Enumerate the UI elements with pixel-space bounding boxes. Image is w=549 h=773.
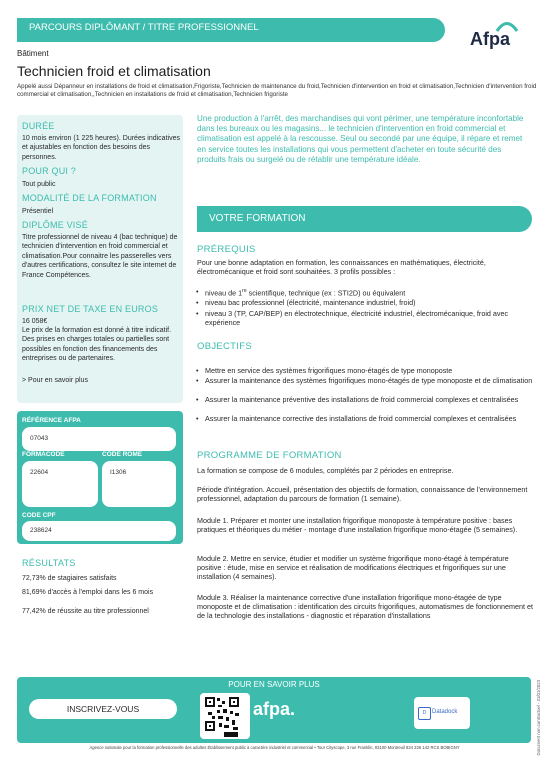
footer-panel xyxy=(17,677,531,743)
register-button[interactable]: INSCRIVEZ-VOUS xyxy=(29,699,177,719)
prereq-text: Pour une bonne adaptation en formation, les connaissances en mathématiques, électricité, électromécanique et froid sont souhaitées. 3 profils possibles : xyxy=(197,258,486,276)
afpa-logo xyxy=(470,20,530,50)
legal-notice: Agence nationale pour la formation professionnelle des adultes Établissement public à caractère industriel et commercial • Tour Cityscope, 3 rue Franklin, 93100 Montreuil 824 226 142 RCS BOBIGNY xyxy=(89,745,460,750)
objectif-item: • Mettre en service des systèmes frigorifiques mono-étagés de type monoposte xyxy=(205,366,533,375)
qr-code[interactable] xyxy=(200,693,250,739)
programme-text: Période d'intégration. Accueil, présentation des objectifs de formation, connaissance de l'environnement professionnel, adaptation du parcours de formation (1 semaine). xyxy=(197,485,528,503)
prix-text: Le prix de la formation est donné à titre indicatif. Des prises en charges totales ou partielles sont possibles en fonction des financements des entreprises ou de partenaires. xyxy=(22,327,172,363)
programme-text: Module 3. Réaliser la maintenance corrective d'une installation frigorifique mono-étagée de type monoposte et de climatisation : identification des circuits frigorifiques, automatismes de fonctionnement et de la technologie des installations - diagnostic et réparation d'installations xyxy=(197,593,533,620)
intro-text: Une production à l'arrêt, des marchandises qui vont périmer, une température inconfortable dans les bureaux ou les magasins... le technicien d'intervention en froid commercial et climatisation est appelé à la rescousse. Seul ou secondé par une équipe, il répare et remet en service toutes les installations qui vous permettent d'acheter en toute sécurité des produits frais ou surgelé ou de rétablir une température idéale. xyxy=(197,114,524,164)
cpf-value: 238624 xyxy=(22,521,176,541)
aka-text: Appelé aussi Dépanneur en installations de froid et climatisation,Frigoriste,Technicien de maintenance du froid,Technicien d'intervention en froid et climatisation,Technicien d'intervention froid commercial et climatisation,,Technicien en installations de froid et climatisation,Technicien frigoriste xyxy=(17,83,537,98)
formation-bar: VOTRE FORMATION xyxy=(197,206,532,232)
objectif-item: • Assurer la maintenance des systèmes frigorifiques mono-étagés de type monoposte et de climatisation xyxy=(205,376,533,385)
cpf-label: CODE CPF xyxy=(22,512,56,519)
datadock-icon: D xyxy=(418,707,431,720)
duree-text: 10 mois environ (1 225 heures). Durées indicatives et ajustables en fonction des besoins des personnes. xyxy=(22,135,180,161)
datadock-badge xyxy=(414,697,470,729)
qr-code-icon xyxy=(200,693,250,739)
formacode-value: 22604 xyxy=(22,461,98,507)
result-success: 77,42% de réussite au titre professionnel xyxy=(22,608,149,615)
more-info-link[interactable]: > Pour en savoir plus xyxy=(22,377,88,384)
pourqui-text: Tout public xyxy=(22,181,56,188)
diplome-heading: DIPLÔME VISÉ xyxy=(22,220,88,230)
programme-text: La formation se compose de 6 modules, complétés par 2 périodes en entreprise. xyxy=(197,466,454,475)
duree-heading: DURÉE xyxy=(22,121,55,131)
prereq-item: • niveau bac professionnel (électricité, maintenance industriel, froid) xyxy=(205,298,533,307)
objectif-item: • Assurer la maintenance corrective des installations de froid commercial complexes et centralisées xyxy=(205,414,533,423)
programme-text: Module 2. Mettre en service, étudier et modifier un système frigorifique mono-étagé à température positive : étude, mise en service et réalisation de modifications électriques et frigorifiques sur une installation (4 semaines). xyxy=(197,554,509,581)
footer-heading: POUR EN SAVOIR PLUS xyxy=(228,680,320,689)
category-label: Bâtiment xyxy=(17,49,49,58)
ref-value: 07043 xyxy=(22,427,176,451)
prix-heading: PRIX NET DE TAXE EN EUROS xyxy=(22,304,159,314)
footer-afpa-logo: afpa. xyxy=(253,699,296,719)
ref-label: RÉFÉRENCE AFPA xyxy=(22,417,81,424)
prereq-heading: PRÉREQUIS xyxy=(197,244,256,255)
prereq-item: • niveau de 1re scientifique, technique (ex : STI2D) ou équivalent xyxy=(205,287,533,297)
result-satisfaction: 72,73% de stagiaires satisfaits xyxy=(22,575,117,582)
programme-heading: PROGRAMME DE FORMATION xyxy=(197,450,342,461)
prix-value: 16 058€ xyxy=(22,318,48,325)
objectif-item: • Assurer la maintenance préventive des installations de froid commercial complexes et centralisées xyxy=(205,395,533,404)
page-title: Technicien froid et climatisation xyxy=(17,63,211,79)
results-heading: RÉSULTATS xyxy=(22,558,76,568)
references-box xyxy=(17,411,183,544)
rome-value: I1306 xyxy=(102,461,176,507)
prereq-item: • niveau 3 (TP, CAP/BEP) en électrotechnique, électricité industriel, électromécanique, froid avec expérience xyxy=(205,309,533,327)
result-employment: 81,69% d'accès à l'emploi dans les 6 mois xyxy=(22,589,154,596)
datadock-label: Datadock xyxy=(432,709,458,715)
rome-label: CODE ROME xyxy=(102,451,143,458)
modalite-text: Présentiel xyxy=(22,208,54,215)
objectifs-heading: OBJECTIFS xyxy=(197,341,252,352)
non-contractual-notice: Document non contractuel - 31/01/2023 xyxy=(536,680,541,756)
formacode-label: FORMACODE xyxy=(22,451,65,458)
pourqui-heading: POUR QUI ? xyxy=(22,166,77,176)
programme-text: Module 1. Préparer et monter une installation frigorifique monoposte à température positive : bases pratiques et théoriques du métier - montage d'une installation frigorifique mono-étagée (5 semaines). xyxy=(197,516,518,534)
modalite-heading: MODALITÉ DE LA FORMATION xyxy=(22,193,157,203)
program-type-banner: PARCOURS DIPLÔMANT / TITRE PROFESSIONNEL xyxy=(17,18,445,42)
logo-wordmark: Afpa xyxy=(470,29,510,49)
diplome-text: Titre professionnel de niveau 4 (bac technique) de technicien d'intervention en froid commercial et climatisation.Pour connaitre les passerelles vers d'autres certifications, consultez le site internet de France Compétences. xyxy=(22,234,178,279)
